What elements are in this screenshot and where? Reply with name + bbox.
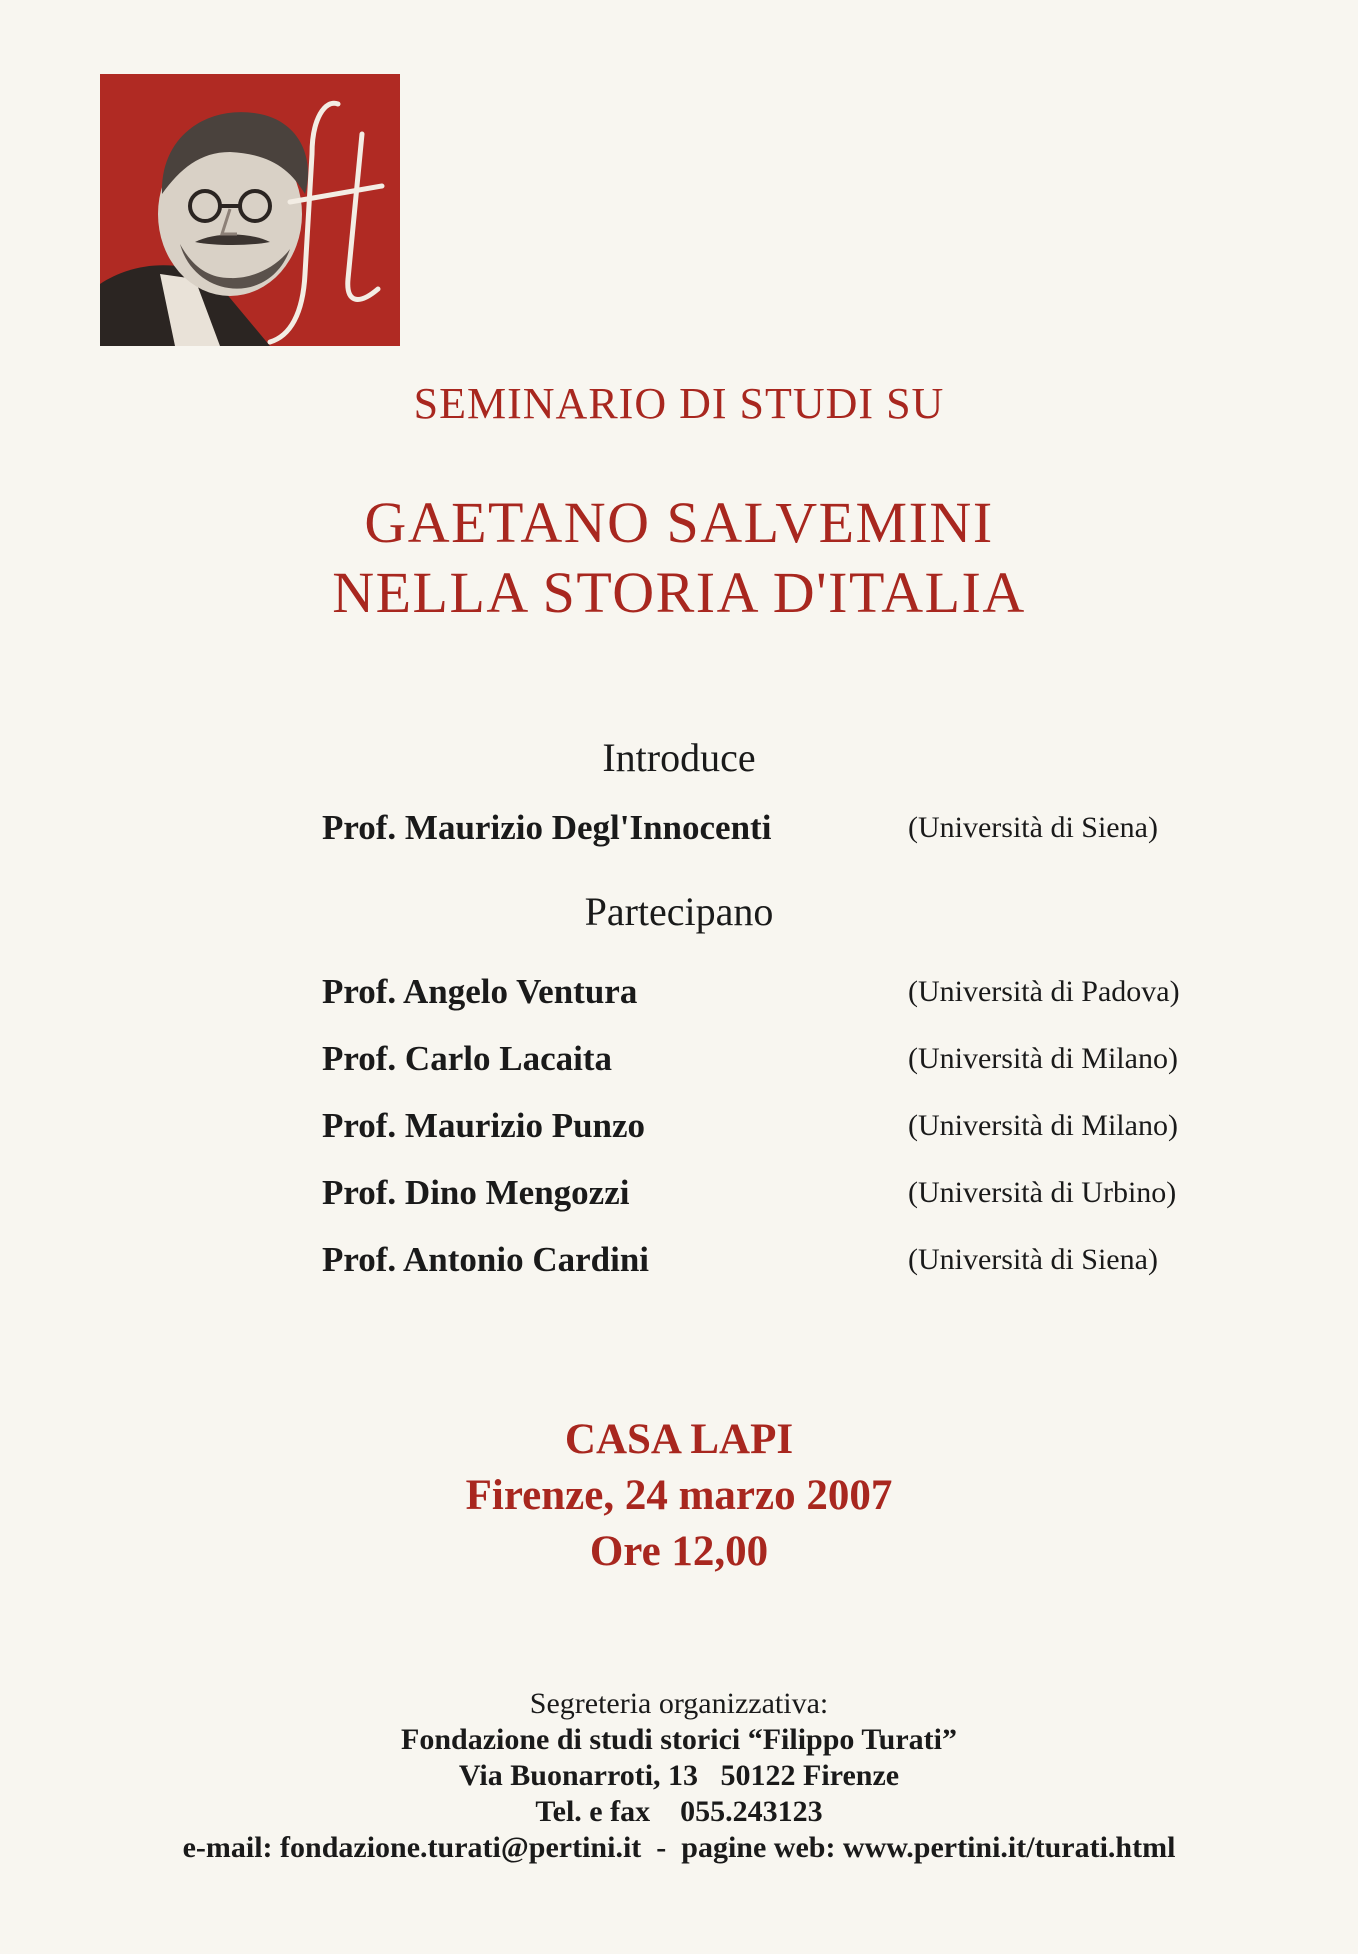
speaker-affiliation: (Università di Milano) [908, 1109, 1178, 1142]
speaker-name: Prof. Carlo Lacaita [322, 1039, 612, 1078]
venue-time: Ore 12,00 [589, 1528, 769, 1575]
participants-label: Partecipano [584, 889, 774, 934]
speaker-name: Prof. Angelo Ventura [322, 972, 638, 1011]
speaker-name: Prof. Maurizio Punzo [322, 1106, 646, 1145]
speaker-affiliation: (Università di Padova) [908, 975, 1180, 1008]
speaker-row [0, 1039, 1358, 1089]
venue-block [0, 1412, 1358, 1580]
contacts: e-mail: fondazione.turati@pertini.it - pagine web: www.pertini.it/turati.html [182, 1831, 1176, 1864]
secretariat-label: Segreteria organizzativa: [529, 1687, 829, 1720]
speaker-row [0, 1240, 1358, 1290]
foundation-name: Fondazione di studi storici “Filippo Turati” [401, 1723, 957, 1756]
speaker-affiliation: (Università di Urbino) [908, 1176, 1177, 1209]
speaker-row [0, 1106, 1358, 1156]
speaker-row [0, 972, 1358, 1022]
speaker-name: Prof. Antonio Cardini [322, 1240, 650, 1279]
speaker-name: Prof. Dino Mengozzi [322, 1173, 630, 1212]
speaker-affiliation: (Università di Siena) [908, 1243, 1158, 1276]
venue-date: Firenze, 24 marzo 2007 [465, 1472, 893, 1519]
event-title-line-1: GAETANO SALVEMINI [364, 490, 994, 555]
portrait-logo-icon [100, 74, 400, 346]
address: Via Buonarroti, 13 50122 Firenze [458, 1759, 900, 1792]
event-title-line-2: NELLA STORIA D'ITALIA [332, 560, 1026, 625]
seminar-heading: SEMINARIO DI STUDI SU [413, 379, 945, 428]
footer-block [0, 1686, 1358, 1866]
introduce-label: Introduce [602, 735, 756, 780]
event-title [0, 488, 1358, 628]
speaker-row [0, 1173, 1358, 1223]
venue-place: CASA LAPI [564, 1416, 794, 1463]
speaker-row-introducer [0, 808, 1358, 858]
speaker-name: Prof. Maurizio Degl'Innocenti [322, 808, 772, 847]
phone: Tel. e fax 055.243123 [535, 1795, 823, 1828]
speaker-affiliation: (Università di Milano) [908, 1042, 1178, 1075]
speaker-affiliation: (Università di Siena) [908, 811, 1158, 844]
